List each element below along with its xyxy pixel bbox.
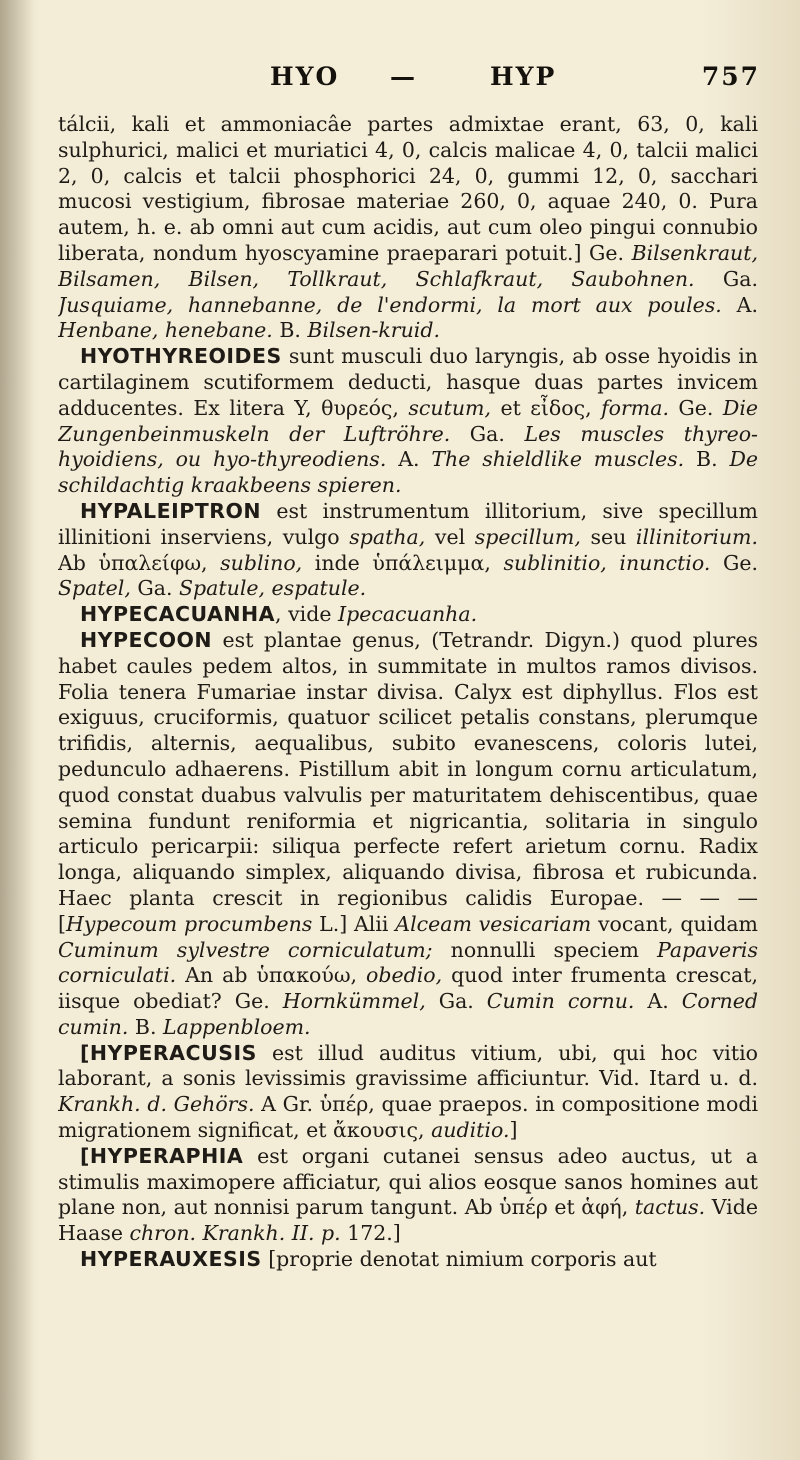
entry-text: [proprie denotat nimium corporis aut xyxy=(261,1247,657,1272)
entry-text: B. xyxy=(272,318,308,343)
entry-text: est plantae genus, (Tetrandr. Digyn.) quod plures habet caules pedem altos, in summitate in multos ramos divisos. Folia tenera Fumariae instar divisa. Calyx est diphyllus. Flos est exiguus, cruciformis, quatuor scilicet petalis constans, plerumque trifidis, alternis, aequalibus, subito evanescens, coloris lutei, pedunculo adhaerens. Pistillum abit in longum cornu articulatum, quod constat duabus valvulis per maturitatem dehiscentibus, quae semina fundunt reniformia et nigricantia, solitaria in singulo articulo pericarpii: siliqua perfecte refert arietum cornu. Radix longa, aliquando simplex, aliquando divisa, fibrosa et rubicunda. Haec planta crescit in regionibus calidis Europae. — — — [ xyxy=(58,627,758,936)
entry-text: Ga. xyxy=(130,576,179,601)
entry-headword: HYOTHYREOIDES xyxy=(80,344,282,369)
dictionary-entry xyxy=(58,628,758,1041)
dictionary-entry xyxy=(58,1144,758,1247)
entry-text: A. xyxy=(721,292,758,317)
continued-entry xyxy=(58,112,758,344)
entry-headword: [HYPERAPHIA xyxy=(80,1143,244,1168)
entry-text: Ge. xyxy=(710,550,758,575)
entry-headword: HYPALEIPTRON xyxy=(80,498,262,523)
entry-text: Ga. xyxy=(425,989,487,1014)
entry-text: 172.] xyxy=(340,1221,401,1246)
italic-text: tactus. xyxy=(634,1195,706,1220)
entry-text: est organi cutanei sensus adeo auctus, ut a stimulis maximopere afficiatur, qui alios eosque sanos homines aut plane non, aut nonnisi parum tangunt. Ab ὑπέρ et ἁφή, xyxy=(58,1143,758,1220)
italic-text: Corned cumin. xyxy=(58,989,758,1039)
dictionary-entry xyxy=(58,602,758,628)
entry-text: ] xyxy=(509,1118,518,1143)
italic-text: chron. Krankh. II. p. xyxy=(129,1221,341,1246)
italic-text: spatha, xyxy=(349,524,426,549)
entry-text: An ab ὑπακούω, xyxy=(176,963,367,988)
italic-text: forma. xyxy=(601,395,669,420)
italic-text: Papaveris corniculati. xyxy=(58,937,758,988)
entry-headword: HYPERAUXESIS xyxy=(80,1247,262,1272)
entry-text: et εἶδος, xyxy=(491,395,602,420)
italic-text: Cumin cornu. xyxy=(486,989,635,1014)
entry-text: quod inter frumenta crescat, iisque obediat? Ge. xyxy=(58,963,758,1014)
entry-text: tálcii, kali et ammoniacâe partes admixtae erant, 63, 0, kali sulphurici, malici et muriatici 4, 0, calcis malicae 4, 0, talcii malici 2, 0, calcis et talcii phosphorici 24, 0, gummi 12, 0, sacchari mucosi vestigium, fibrosae materiae 260, 0, aquae 240, 0. Pura autem, h. e. ab omni aut cum acidis, aut cum oleo pingui connubio liberata, nondum hyoscyamine praeparari potuit.] Ge. xyxy=(58,112,758,265)
header-left-word: HYO xyxy=(270,62,340,91)
italic-text: specillum, xyxy=(474,524,581,549)
page-number: 757 xyxy=(701,62,760,91)
italic-text: Lappenbloem. xyxy=(163,1014,311,1039)
header-right-word: HYP xyxy=(490,62,557,91)
running-header xyxy=(270,62,760,98)
entry-headword: [HYPERACUSIS xyxy=(80,1040,257,1065)
italic-text: The shieldlike muscles. xyxy=(431,447,685,472)
entry-text: inde ὑπάλειμμα, xyxy=(302,550,504,575)
dictionary-entry xyxy=(58,1247,758,1273)
entry-text: A. xyxy=(634,989,682,1014)
italic-text: sublinitio, inunctio. xyxy=(503,550,711,575)
dictionary-entry xyxy=(58,499,758,602)
italic-text: Les muscles thyreo-hyoidiens, ou hyo-thyreodiens. xyxy=(58,421,758,472)
entry-headword: HYPECOON xyxy=(80,627,213,652)
italic-text: scutum, xyxy=(408,395,491,420)
entry-text: est instrumentum illitorium, sive specillum illinitioni inserviens, vulgo xyxy=(58,498,758,549)
binding-shadow xyxy=(0,0,34,1460)
italic-text: auditio. xyxy=(431,1118,510,1143)
italic-text: sublino, xyxy=(220,550,303,575)
entry-text: Ge. xyxy=(668,395,723,420)
italic-text: obedio, xyxy=(366,963,443,988)
entry-text: Ga. xyxy=(450,421,525,446)
italic-text: Krankh. d. Gehörs. xyxy=(58,1092,255,1117)
entry-text: vocant, quidam xyxy=(591,911,758,936)
italic-text: Ipecacuanha. xyxy=(338,602,478,627)
entry-text: sunt musculi duo laryngis, ab osse hyoidis in cartilaginem scutiformem deducti, hasque duas partes invicem adducentes. Ex litera Y, θυρεός, xyxy=(58,344,758,420)
dictionary-body xyxy=(58,112,758,1332)
dictionary-entry xyxy=(58,1041,758,1144)
entry-text: A Gr. ὑπέρ, quae praepos. in compositione modi migrationem significat, et ἄκουσις, xyxy=(58,1092,758,1143)
entry-text: nonnulli speciem xyxy=(432,937,657,962)
italic-text: Jusquiame, hannebanne, de l'endormi, la mort aux poules. xyxy=(58,292,722,317)
entry-text: Ab ὑπαλείφω, xyxy=(58,550,221,575)
entry-text: L.] Alii xyxy=(312,911,396,936)
entry-text: B. xyxy=(128,1014,164,1039)
entry-text: vel xyxy=(425,524,475,549)
italic-text: Alceam vesicariam xyxy=(395,911,592,936)
italic-text: De schildachtig kraakbeens spieren. xyxy=(58,447,758,498)
entry-text: seu xyxy=(580,524,636,549)
italic-text: Spatel, xyxy=(58,576,131,601)
italic-text: Bilsen-kruid. xyxy=(307,318,441,343)
entry-headword: HYPECACUANHA xyxy=(80,602,276,627)
entry-text: A. xyxy=(386,447,432,472)
italic-text: Die Zungenbeinmuskeln der Luftröhre. xyxy=(58,395,758,446)
italic-text: Cuminum sylvestre corniculatum; xyxy=(58,937,433,962)
entry-text: est illud auditus vitium, ubi, qui hoc vitio laborant, a sonis levissimis gravissime afficiuntur. Vid. Itard u. d. xyxy=(58,1040,758,1091)
header-separator: — xyxy=(390,62,417,91)
italic-text: Hypecoum procumbens xyxy=(66,911,313,936)
entry-text: Ga. xyxy=(694,266,758,291)
dictionary-entry xyxy=(58,344,758,499)
italic-text: Henbane, henebane. xyxy=(58,318,273,343)
italic-text: illinitorium. xyxy=(635,524,758,549)
entry-text: Vide Haase xyxy=(58,1195,758,1246)
entry-text: , vide xyxy=(275,602,338,627)
entry-text: B. xyxy=(684,447,730,472)
italic-text: Bilsenkraut, Bilsamen, Bilsen, Tollkraut, Schlafkraut, Saubohnen. xyxy=(58,240,758,291)
italic-text: Hornkümmel, xyxy=(282,989,426,1014)
italic-text: Spatule, espatule. xyxy=(179,576,367,601)
